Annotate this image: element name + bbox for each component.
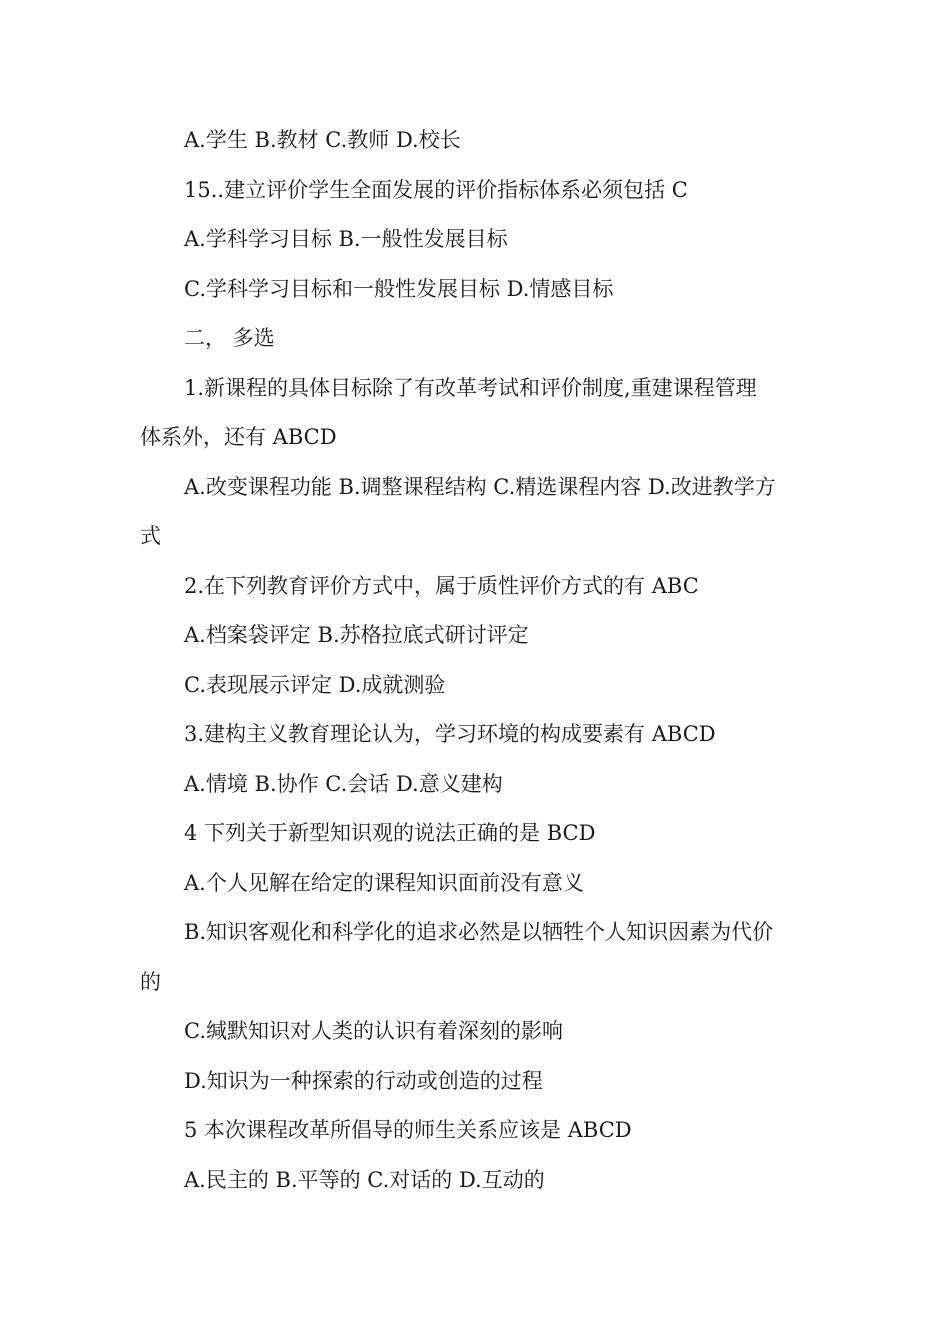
option-line: C.表现展示评定 D.成就测验 bbox=[184, 673, 446, 697]
question-4: 4 下列关于新型知识观的说法正确的是 BCD bbox=[184, 821, 596, 845]
question-5: 5 本次课程改革所倡导的师生关系应该是 ABCD bbox=[184, 1118, 632, 1142]
option-line: C.学科学习目标和一般性发展目标 D.情感目标 bbox=[184, 277, 614, 301]
option-line: A.改变课程功能 B.调整课程结构 C.精选课程内容 D.改进教学方 bbox=[184, 475, 776, 499]
option-line: A.档案袋评定 B.苏格拉底式研讨评定 bbox=[184, 623, 529, 647]
option-line: A.民主的 B.平等的 C.对话的 D.互动的 bbox=[184, 1168, 545, 1192]
option-line: D.知识为一种探索的行动或创造的过程 bbox=[184, 1069, 543, 1093]
option-line: A.学生 B.教材 C.教师 D.校长 bbox=[184, 128, 461, 152]
option-line: A.学科学习目标 B.一般性发展目标 bbox=[184, 227, 508, 251]
question-1-continued: 体系外，还有 ABCD bbox=[140, 425, 337, 449]
question-2: 2.在下列教育评价方式中，属于质性评价方式的有 ABC bbox=[184, 574, 699, 598]
option-line-continued: 式 bbox=[140, 524, 161, 548]
option-line: C.缄默知识对人类的认识有着深刻的影响 bbox=[184, 1019, 563, 1043]
option-line: B.知识客观化和科学化的追求必然是以牺牲个人知识因素为代价 bbox=[184, 920, 774, 944]
section-heading-multiple-choice: 二， 多选 bbox=[184, 326, 275, 350]
question-1: 1.新课程的具体目标除了有改革考试和评价制度,重建课程管理 bbox=[184, 376, 757, 400]
question-15: 15..建立评价学生全面发展的评价指标体系必须包括 C bbox=[184, 178, 688, 202]
option-line: A.情境 B.协作 C.会话 D.意义建构 bbox=[184, 772, 503, 796]
question-3: 3.建构主义教育理论认为，学习环境的构成要素有 ABCD bbox=[184, 722, 716, 746]
option-line-continued: 的 bbox=[140, 970, 161, 994]
option-line: A.个人见解在给定的课程知识面前没有意义 bbox=[184, 871, 584, 895]
